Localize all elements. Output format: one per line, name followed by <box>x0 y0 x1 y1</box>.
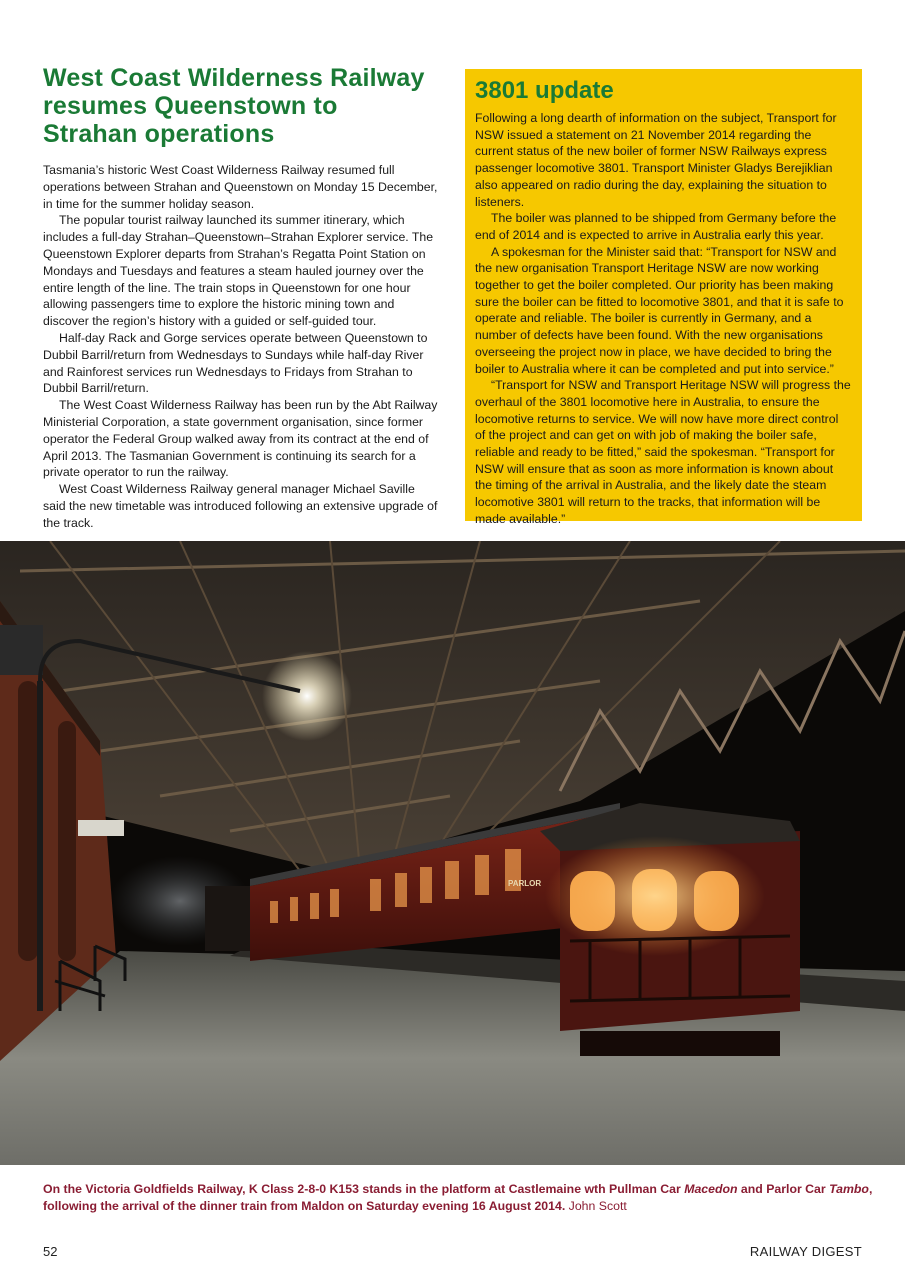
article-paragraph: The West Coast Wilderness Railway has been run by the Abt Railway Ministerial Corporation, a state government organisation, since former operator the Federal Group walked away from its contract at the end of April 2013. The Tasmanian Government is continuing its search for a private operator to run the railway. <box>43 398 438 480</box>
article-paragraph: West Coast Wilderness Railway general manager Michael Saville said the new timetable was introduced following an extensive upgrade of the track. <box>43 482 438 530</box>
night-platform-photo <box>0 541 905 1165</box>
platform-lamp <box>262 651 352 741</box>
caption-text-part1: On the Victoria Goldfields Railway, K Class 2-8-0 K153 stands in the platform at Castlemaine wth Pullman Car <box>43 1182 685 1196</box>
station-sign <box>0 625 43 675</box>
caption-text-part2: and Parlor Car <box>737 1182 830 1196</box>
parlor-car-sign: PARLOR <box>508 879 542 888</box>
sidebar-paragraph: Following a long dearth of information on the subject, Transport for NSW issued a statement on 21 November 2014 regarding the current status of the new boiler of former NSW Railways express passenger locomotive 3801. Transport Minister Gladys Berejiklian also appeared on radio during the day, explaining the situation to listeners. <box>475 111 837 209</box>
sidebar-paragraph: “Transport for NSW and Transport Heritage NSW will progress the overhaul of the 3801 locomotive here in Australia, to ensure the locomotive returns to service. We will now have more direct control of the project and can get on with job of making the boiler safe, reliable and ready to be fitted,” said the spokesman. “Transport for NSW will ensure that as soon as more information is known about the timing of the arrival in Australia, and the likely date the steam locomotive 3801 will return to the tracks, that information will be made available.” <box>475 378 851 526</box>
sidebar-paragraph: A spokesman for the Minister said that: “Transport for NSW and the new organisation Transport Heritage NSW are now working together to get the boiler completed. Our priority has been making sure the boiler can be fitted to locomotive 3801, and that it is safe to operate and reliable. The boiler is currently in Germany, and a number of defects have been found. With the new organisations overseeing the project now in place, we have decided to bring the boiler to Australia where it can be completed and put into service.” <box>475 244 844 376</box>
article-body <box>43 162 438 532</box>
caption-car-macedon: Macedon <box>684 1182 738 1196</box>
photo-caption <box>43 1181 873 1215</box>
car-bogie <box>580 1031 780 1056</box>
photo-illustration <box>0 541 905 1165</box>
main-article <box>43 64 438 532</box>
caption-car-tambo: Tambo <box>829 1182 869 1196</box>
magazine-name: RAILWAY DIGEST <box>749 1244 862 1259</box>
caption-text-part3: , following the arrival of the dinner train from Maldon on Saturday evening 16 August 2014. <box>43 1182 873 1213</box>
platform-sign <box>78 820 124 836</box>
sidebar-title: 3801 update <box>475 77 614 104</box>
sidebar-paragraph: The boiler was planned to be shipped from Germany before the end of 2014 and is expected to arrive in Australia early this year. <box>475 211 837 242</box>
page-number: 52 <box>43 1244 58 1259</box>
photo-credit: John Scott <box>568 1199 627 1213</box>
article-headline: West Coast Wilderness Railway resumes Queenstown to Strahan operations <box>43 64 425 148</box>
article-paragraph: Half-day Rack and Gorge services operate between Queenstown to Dubbil Barril/return from Wednesdays to Sundays while half-day River and Rainforest services run Wednesdays to Fridays from Strahan to Dubbil Barril/return. <box>43 330 428 396</box>
locomotive <box>205 886 255 951</box>
article-paragraph: Tasmania’s historic West Coast Wilderness Railway resumed full operations between Strahan and Queenstown on Monday 15 December, in time for the summer holiday season. <box>43 163 438 211</box>
article-paragraph: The popular tourist railway launched its summer itinerary, which includes a full-day Strahan–Queenstown–Strahan Explorer service. The Queenstown Explorer departs from Strahan’s Regatta Point Station on Mondays and Tuesdays and features a steam hauled journey over the entire length of the line. The train stops in Queenstown for one hour allowing passengers time to explore the historic mining town and discover the region’s history with a guided or self-guided tour. <box>43 213 434 329</box>
sidebar-box <box>465 69 862 526</box>
